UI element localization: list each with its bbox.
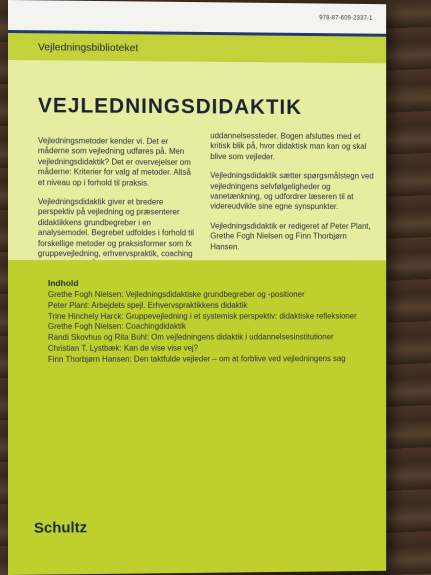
isbn-number: 978-87-609-2337-1	[319, 15, 373, 22]
barcode-strip	[8, 0, 386, 34]
list-item: Trine Hinchely Harck: Gruppevejledning i et systemisk perspektiv: didaktiske refleksioner	[47, 311, 357, 321]
blurb-paragraph: Vejledningsdidaktik giver et bredere perspektiv på vejledning og præsenterer didaktikkens grundbegreber i en analysemodel. Begrebet udfoldes i forhold til forskellige metoder og praksisformer som fx gruppevejledning, erhvervspraktik, coaching	[37, 197, 194, 259]
list-item: Peter Plant: Arbejdets spejl. Erhvervspraktikkens didaktik	[47, 300, 248, 310]
contents-heading: Indhold	[47, 278, 79, 288]
blurb-left-column	[38, 136, 195, 279]
blurb-paragraph: Vejledningsdidaktik sætter spørgsmålstegn ved vejledningens selvfølgeligheder og vanetænkning, og udfordrer læseren til at videreudvikle sine egne synspunkter.	[210, 171, 374, 212]
publisher-logo: Schultz	[33, 519, 88, 537]
blurb-right-column	[210, 131, 376, 261]
blurb-paragraph: uddannelsessteder. Bogen afsluttes med et kritisk blik på, hvor didaktisk man kan og skal blive som vejleder.	[210, 131, 367, 162]
blurb-paragraph: Vejledningsdidaktik er redigeret af Peter Plant, Grethe Fogh Nielsen og Finn Thorbjørn Hansen.	[210, 221, 371, 251]
contents-panel	[8, 260, 386, 575]
list-item: Grethe Fogh Nielsen: Vejledningsdidaktiske grundbegreber og -positioner	[47, 289, 305, 299]
book-back-cover	[8, 0, 386, 575]
list-item: Finn Thorbjørn Hansen: Den taktfulde vejleder – om at forblive ved vejledningens sag	[47, 353, 346, 364]
series-name: Vejledningsbiblioteket	[37, 41, 139, 55]
table-of-contents	[48, 278, 363, 365]
list-item: Randi Skovhus og Rita Buhl: Om vejledningens didaktik i uddannelsesinstitutioner	[47, 332, 334, 343]
description-panel	[8, 60, 386, 260]
blurb-paragraph: Vejledningsmetoder kender vi. Det er måderne som vejledning udføres på. Men vejledningsdidaktik? Det er overvejelser om måderne: Kriterier for valg af metoder. Altså et niveau op i forhold til praksis.	[37, 136, 191, 188]
book-title: VEJLEDNINGSDIDAKTIK	[37, 94, 302, 119]
list-item: Grethe Fogh Nielsen: Coachingdidaktik	[47, 322, 186, 332]
list-item: Christian T. Lystbæk: Kan de vise vise vej?	[47, 343, 199, 353]
